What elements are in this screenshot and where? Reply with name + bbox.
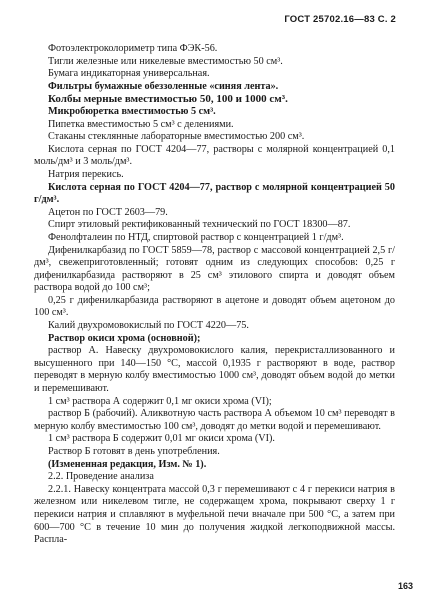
equipment-photocolorimeter: Фотоэлектроколориметр типа ФЭК-56. (48, 43, 218, 54)
reagent-potassium-dichromate: Калий двухромовокислый по ГОСТ 4220—75. (48, 320, 249, 332)
equipment-flasks: Колбы мерные вместимостью 50, 100 и 1000 см³. (48, 93, 288, 106)
page-number: 163 (397, 581, 413, 591)
solution-b-content: 1 см³ раствора Б содержит 0,01 мг окиси хрома (VI). (48, 433, 275, 445)
equipment-microburette: Микробюретка вместимостью 5 см³. (48, 105, 216, 117)
reagent-diphenylcarbazide: Дифенилкарбазид по ГОСТ 5859—78, раствор с массовой концентрацией 2,5 г/дм³, свежеприготовленный; готовят одним из следующих способов: 0,25 г дифенилкарбазида растворяют в 25 см³ этилового спирта и доводят объем раствора водой до 100 см³; (34, 244, 395, 294)
reagent-ethanol: Спирт этиловый ректификованный технический по ГОСТ 18300—87. (48, 219, 351, 231)
procedure-2-2-1: 2.2.1. Навеску концентрата массой 0,3 г перемешивают с 4 г перекиси натрия в железном или никелевом тигле, не содержащем хрома, покрывают сверху 1 г перекиси натрия и сплавляют в муфельной печи вначале при 500 °С, а затем при 600—700 °С в течение 10 мин до получения жидкой легкоподвижной массы. Распла- (34, 483, 395, 546)
equipment-beakers: Стаканы стеклянные лабораторные вместимостью 200 см³. (48, 131, 305, 143)
reagent-phenolphthalein: Фенолфталеин по НТД, спиртовой раствор с концентрацией 1 г/дм³. (48, 231, 344, 243)
solution-b-note: Раствор Б готовят в день употребления. (48, 446, 220, 457)
solution-a-content: 1 см³ раствора А содержит 0,1 мг окиси хрома (VI); (48, 395, 272, 407)
equipment-pipette: Пипетка вместимостью 5 см³ с делениями. (48, 118, 234, 130)
equipment-crucibles: Тигли железные или никелевые вместимостью 50 см³. (48, 55, 283, 67)
equipment-indicator-paper: Бумага индикаторная универсальная. (48, 68, 210, 80)
reagent-acetone: Ацетон по ГОСТ 2603—79. (48, 206, 168, 218)
reagent-sodium-peroxide: Натрия перекись. (48, 168, 124, 180)
equipment-filters: Фильтры бумажные обеззоленные «синяя лента». (48, 80, 279, 92)
document-body (34, 43, 395, 547)
solution-b-preparation: раствор Б (рабочий). Аликвотную часть раствора А объемом 10 см³ переводят в мерную колбу вместимостью 100 см³, доводят до метки водой и перемешивают. (34, 408, 395, 432)
chromium-oxide-solution-title: Раствор окиси хрома (основной); (48, 332, 201, 344)
section-heading-analysis: 2.2. Проведение анализа (48, 471, 154, 483)
reagent-sulfuric-acid-1: Кислота серная по ГОСТ 4204—77, растворы с молярной концентрацией 0,1 моль/дм³ и 3 моль/дм³. (34, 143, 395, 168)
solution-a-preparation: раствор А. Навеску двухромовокислого калия, перекристаллизованного и высушенного при 140—150 °С, массой 0,1935 г растворяют в воде, раствор переводят в мерную колбу вместимостью 1000 см³, доводят объем водой до метки и перемешивают. (34, 345, 395, 395)
page-header: ГОСТ 25702.16—83 С. 2 (284, 14, 396, 25)
amendment-note: (Измененная редакция, Изм. № 1). (48, 458, 207, 470)
reagent-sulfuric-acid-2: Кислота серная по ГОСТ 4204—77, раствор с молярной концентрацией 50 г/дм³. (34, 181, 395, 206)
reagent-diphenylcarbazide-alt: 0,25 г дифенилкарбазида растворяют в ацетоне и доводят объем ацетоном до 100 см³. (34, 294, 395, 319)
